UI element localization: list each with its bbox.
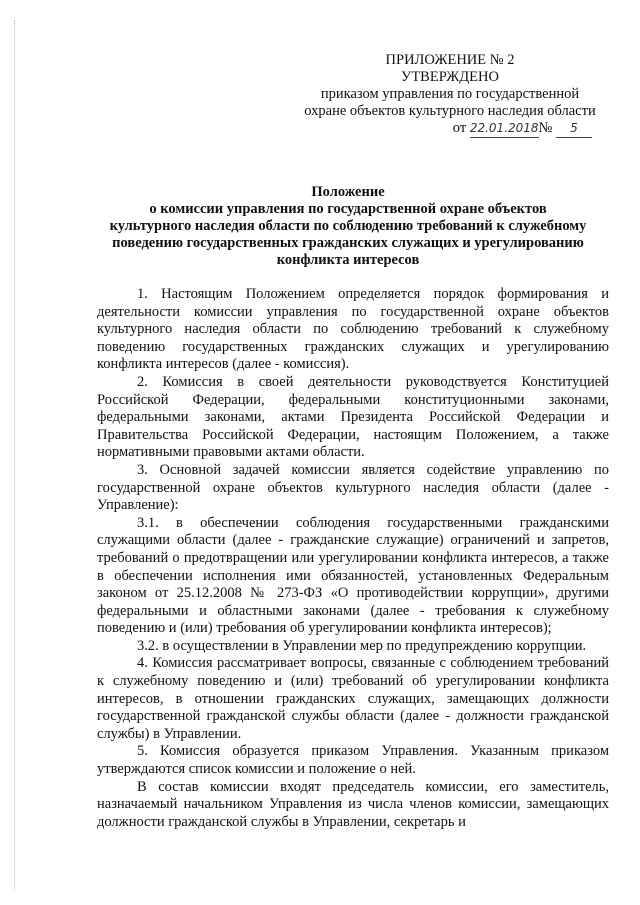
- title-line-3: культурного наследия области по соблюдению требований к служебному: [109, 218, 587, 234]
- appendix-header: [300, 52, 600, 138]
- date-prefix: от: [452, 120, 467, 136]
- paragraph-5: 5. Комиссия образуется приказом Управления. Указанным приказом утверждаются список комиссии и положение о ней.: [97, 743, 609, 778]
- title-line-1: Положение: [311, 184, 385, 200]
- paragraph-2: 2. Комиссия в своей деятельности руководствуется Конституцией Российской Федерации, федеральными конституционными законами, федеральными законами, актами Президента Российской Федерации и Правительства Российской Федерации, настоящим Положением, а также нормативными правовыми актами области.: [97, 373, 609, 461]
- title-line-5: конфликта интересов: [276, 252, 420, 268]
- paragraph-3-1: 3.1. в обеспечении соблюдения государственными гражданскими служащими области (далее - гражданские служащие) ограничений и запретов, требований о предотвращении или урегулировании конфликта интересов, а также в обеспечении исполнения ими обязанностей, установленных Федеральным законом от 25.12.2008 № 273-ФЗ «О противодействии коррупции», другими федеральными и областными законами (далее - требования к служебному поведению и (или) требования об урегулировании конфликта интересов);: [97, 514, 609, 637]
- document-body: [97, 286, 609, 831]
- paragraph-3: 3. Основной задачей комиссии является содействие управлению по государственной охране объектов культурного наследия области (далее - Управление):: [97, 461, 609, 514]
- appendix-number: ПРИЛОЖЕНИЕ № 2: [385, 52, 515, 68]
- order-line-2: охране объектов культурного наследия области: [304, 103, 596, 119]
- approved-label: УТВЕРЖДЕНО: [401, 69, 499, 85]
- title-line-4: поведению государственных гражданских служащих и урегулированию: [112, 235, 584, 251]
- paragraph-1: 1. Настоящим Положением определяется порядок формирования и деятельности комиссии управления по государственной охране объектов культурного наследия области по соблюдению требований к служебному поведению государственных гражданских служащих и урегулированию конфликта интересов (далее - комиссия).: [97, 286, 609, 373]
- number-prefix: №: [538, 120, 553, 136]
- title-line-2: о комиссии управления по государственной охране объектов: [149, 201, 547, 217]
- order-date: 22.01.2018: [470, 120, 539, 138]
- order-date-number: [300, 120, 600, 138]
- paragraph-4: 4. Комиссия рассматривает вопросы, связанные с соблюдением требований к служебному поведению и (или) требований об урегулировании конфликта интересов, в отношении гражданских служащих, замещающих должности государственной гражданской службы области (далее - должности гражданской службы) в Управлении.: [97, 655, 609, 742]
- order-number: 5: [556, 120, 592, 138]
- order-line-1: приказом управления по государственной: [320, 86, 580, 102]
- paragraph-5-cont: В состав комиссии входят председатель комиссии, его заместитель, назначаемый начальником Управления из числа членов комиссии, замещающих должности гражданской службы в Управлении, секретарь и: [97, 778, 609, 830]
- document-title: [80, 184, 616, 269]
- scan-margin-line: [14, 20, 16, 890]
- paragraph-3-2: 3.2. в осуществлении в Управлении мер по предупреждению коррупции.: [137, 637, 587, 654]
